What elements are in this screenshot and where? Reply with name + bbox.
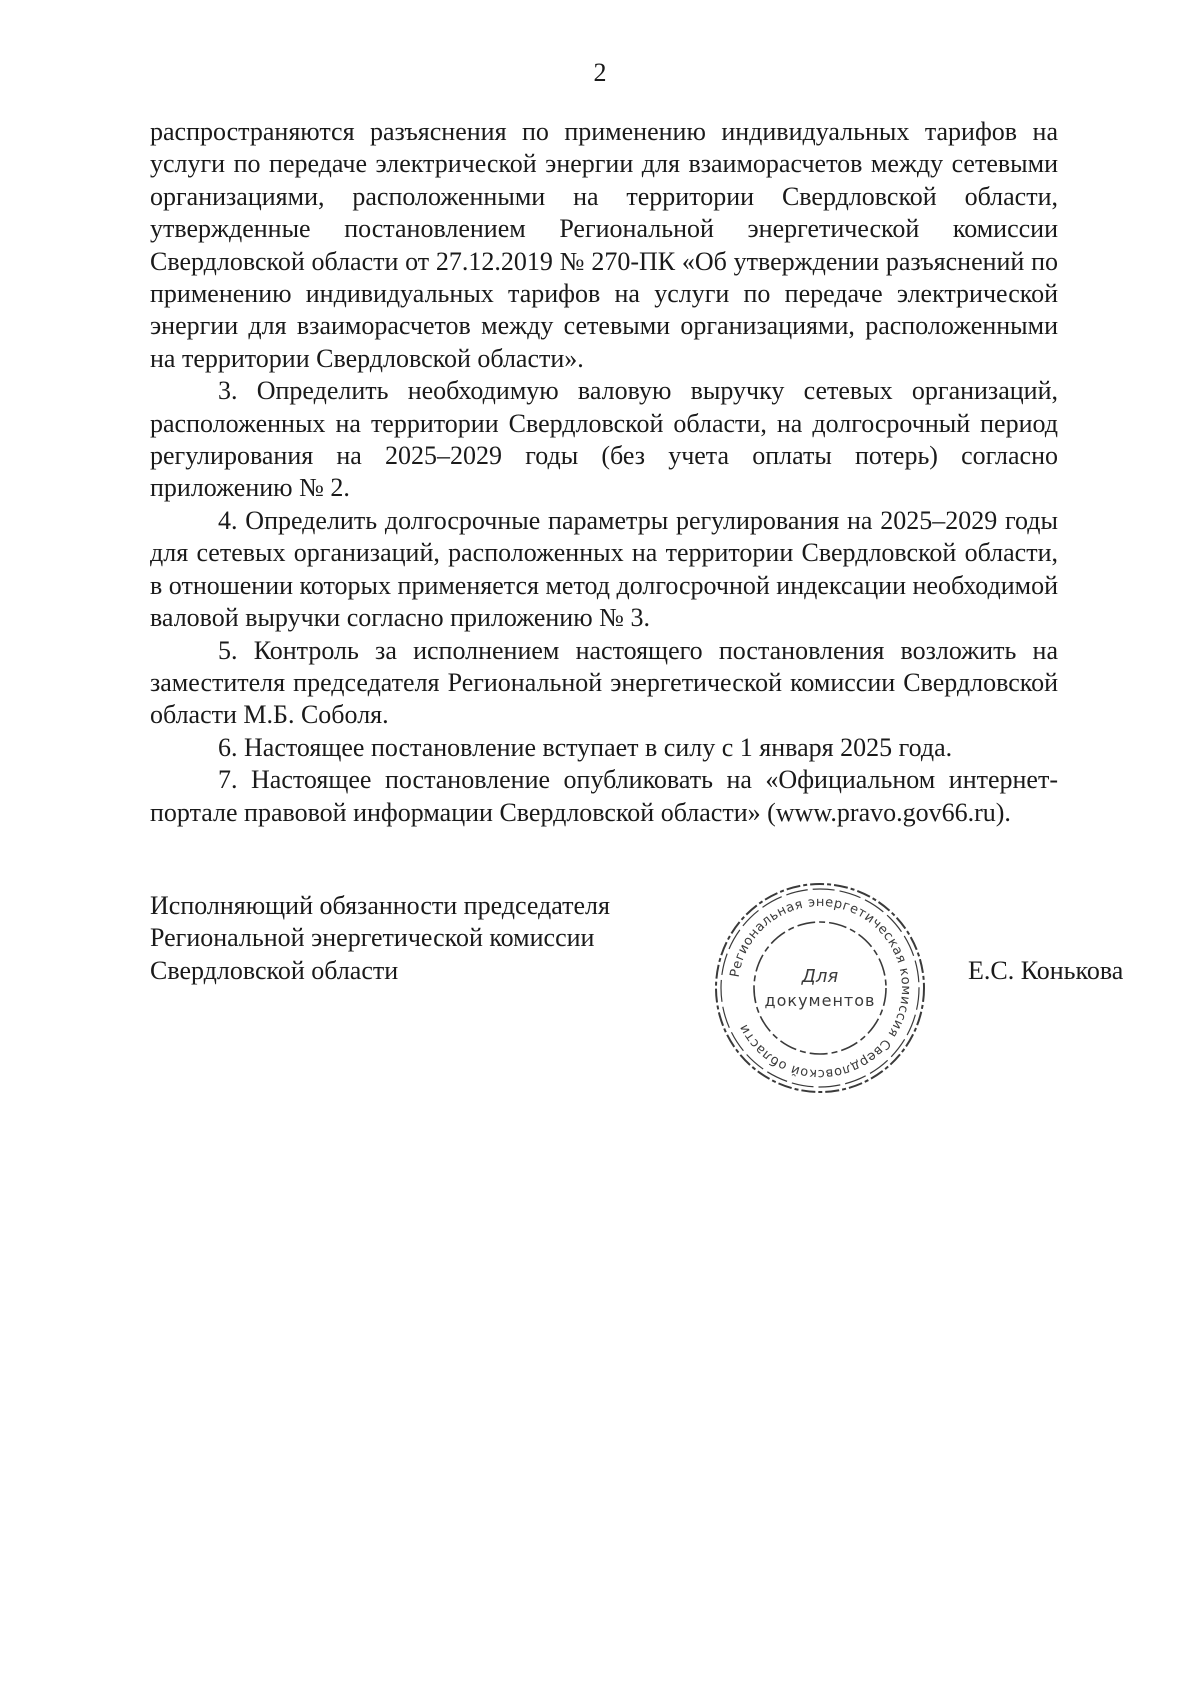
- paragraph-item-3: 3. Определить необходимую валовую выручку сетевых организаций, расположенных на территории Свердловской области, на долгосрочный период регулирования на 2025–2029 годы (без учета оплаты потерь) согласно приложению № 2.: [150, 376, 1058, 503]
- page-number: 2: [593, 58, 607, 87]
- stamp-center-line-2: документов: [764, 991, 876, 1010]
- paragraph-continuation: распространяются разъяснения по применению индивидуальных тарифов на услуги по передаче электрической энергии для взаиморасчетов между сетевыми организациями, расположенными на территории Свердловской области, утвержденные постановлением Региональной энергетической комиссии Свердловской области от 27.12.2019 № 270-ПК «Об утверждении разъяснений по применению индивидуальных тарифов на услуги по передаче электрической энергии для взаиморасчетов между сетевыми организациями, расположенными на территории Свердловской области».: [150, 117, 1058, 373]
- paragraph-item-4: 4. Определить долгосрочные параметры регулирования на 2025–2029 годы для сетевых организаций, расположенных на территории Свердловской области, в отношении которых применяется метод долгосрочной индексации необходимой валовой выручки согласно приложению № 3.: [150, 505, 1058, 633]
- paragraph-item-6: 6. Настоящее постановление вступает в силу с 1 января 2025 года.: [218, 732, 953, 762]
- signature-block: [150, 890, 1150, 1100]
- signatory-position-line: Исполняющий обязанности председателя: [150, 891, 610, 920]
- paragraph-item-7: 7. Настоящее постановление опубликовать на «Официальном интернет-портале правовой информации Свердловской области» (www.pravo.gov66.ru).: [150, 765, 1058, 827]
- stamp-ring-text: Региональная энергетическая комиссия Свердловской области: [727, 894, 914, 1082]
- document-body: [150, 116, 1058, 829]
- signatory-position-line: Региональной энергетической комиссии: [150, 923, 595, 953]
- signatory-position-line: Свердловской области: [150, 955, 399, 985]
- signatory-position: [150, 890, 710, 987]
- paragraph-item-5: 5. Контроль за исполнением настоящего постановления возложить на заместителя председателя Региональной энергетической комиссии Свердловской области М.Б. Соболя.: [150, 635, 1058, 730]
- stamp-seal-icon: [710, 878, 930, 1098]
- official-stamp: [710, 878, 930, 1098]
- signatory-name: Е.С. Конькова: [968, 956, 1124, 985]
- stamp-center-line-1: Для: [801, 966, 839, 987]
